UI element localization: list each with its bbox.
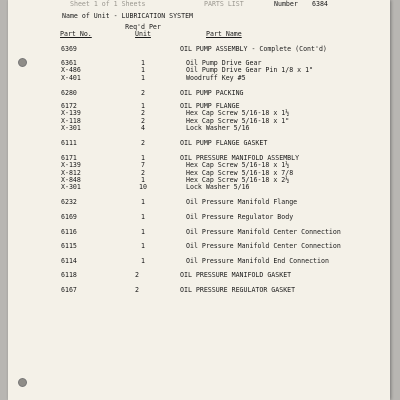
part-number: 6232 [61,198,77,206]
part-number: 6118 [61,271,77,279]
part-name: Oil Pressure Manifold End Connection [186,257,329,265]
document-page [8,0,390,400]
col-req-line2: Unit [135,30,151,38]
part-name: Oil Pressure Manifold Center Connection [186,228,341,236]
col-part-no: Part No. [60,30,92,38]
part-name: Lock Washer 5/16 [186,183,250,192]
part-number: 6167 [61,286,77,294]
quantity: 4 [141,123,145,132]
part-name: Hex Cap Screw 5/16-18 x 1" [186,116,290,125]
quantity: 2 [141,168,145,177]
part-number: 6111 [61,139,77,147]
number-label: Number [274,0,298,8]
quantity: 10 [139,183,147,192]
sheet-text: Sheet 1 of 1 Sheets [70,0,146,8]
part-name: Oil Pump Drive Gear [186,59,262,67]
quantity: 1 [141,154,145,162]
part-name: Hex Cap Screw 5/16-18 x 1½ [186,109,290,118]
number-value: 6384 [312,0,328,8]
part-number: X-812 [61,168,81,177]
part-name: Lock Washer 5/16 [186,123,250,132]
part-number: 6115 [61,242,77,250]
quantity: 1 [141,257,145,265]
quantity: 1 [141,228,145,236]
part-number: X-139 [61,161,81,170]
part-name: Oil Pressure Regulator Body [186,213,294,221]
part-number: 6172 [61,102,77,110]
part-number: X-301 [61,183,81,192]
col-req-line1: Req'd Per [125,23,161,31]
col-part-name: Part Name [206,30,242,38]
unit-name: Name of Unit - LUBRICATION SYSTEM [62,12,194,20]
part-number: 6369 [61,45,77,53]
part-name: Oil Pressure Manifold Flange [186,198,298,206]
quantity: 2 [135,271,139,279]
quantity: 1 [141,242,145,250]
col-req-per-unit [121,24,165,38]
quantity: 2 [141,139,145,147]
part-number: 6116 [61,228,77,236]
part-number: 6171 [61,154,77,162]
quantity: 1 [141,102,145,110]
quantity: 7 [141,161,145,170]
part-number: 6361 [61,59,77,67]
part-number: 6280 [61,89,77,97]
part-name: Hex Cap Screw 5/16-18 x 7/8 [186,168,294,177]
part-name: Oil Pump Drive Gear Pin 1/8 x 1" [186,66,314,75]
part-number: X-848 [61,175,81,184]
quantity: 1 [141,198,145,206]
part-number: X-486 [61,66,81,75]
part-name: OIL PUMP PACKING [180,89,244,97]
part-name: Hex Cap Screw 5/16-18 x 1½ [186,161,290,170]
part-name: OIL PRESSURE REGULATOR GASKET [180,286,296,294]
quantity: 2 [141,109,145,118]
part-name: OIL PRESSURE MANIFOLD ASSEMBLY [180,154,300,162]
part-name: Hex Cap Screw 5/16-18 x 2½ [186,175,290,184]
quantity: 2 [141,116,145,125]
quantity: 1 [141,213,145,221]
quantity: 2 [135,286,139,294]
part-number: X-118 [61,116,81,125]
quantity: 1 [141,66,145,75]
part-name: OIL PUMP FLANGE [180,102,240,110]
part-number: X-401 [61,73,81,82]
binder-hole [18,58,27,67]
quantity: 1 [141,175,145,184]
quantity: 2 [141,89,145,97]
part-number: X-301 [61,123,81,132]
quantity: 1 [141,73,145,82]
part-name: OIL PUMP FLANGE GASKET [180,139,268,147]
part-number: 6169 [61,213,77,221]
list-title: PARTS LIST [204,0,244,8]
part-name: Oil Pressure Manifold Center Connection [186,242,341,250]
part-number: X-139 [61,109,81,118]
part-name: OIL PUMP ASSEMBLY - Complete (Cont'd) [180,45,327,53]
binder-hole [18,378,27,387]
quantity: 1 [141,59,145,67]
part-name: Woodruff Key #5 [186,73,246,82]
part-name: OIL PRESSURE MANIFOLD GASKET [180,271,292,279]
part-number: 6114 [61,257,77,265]
